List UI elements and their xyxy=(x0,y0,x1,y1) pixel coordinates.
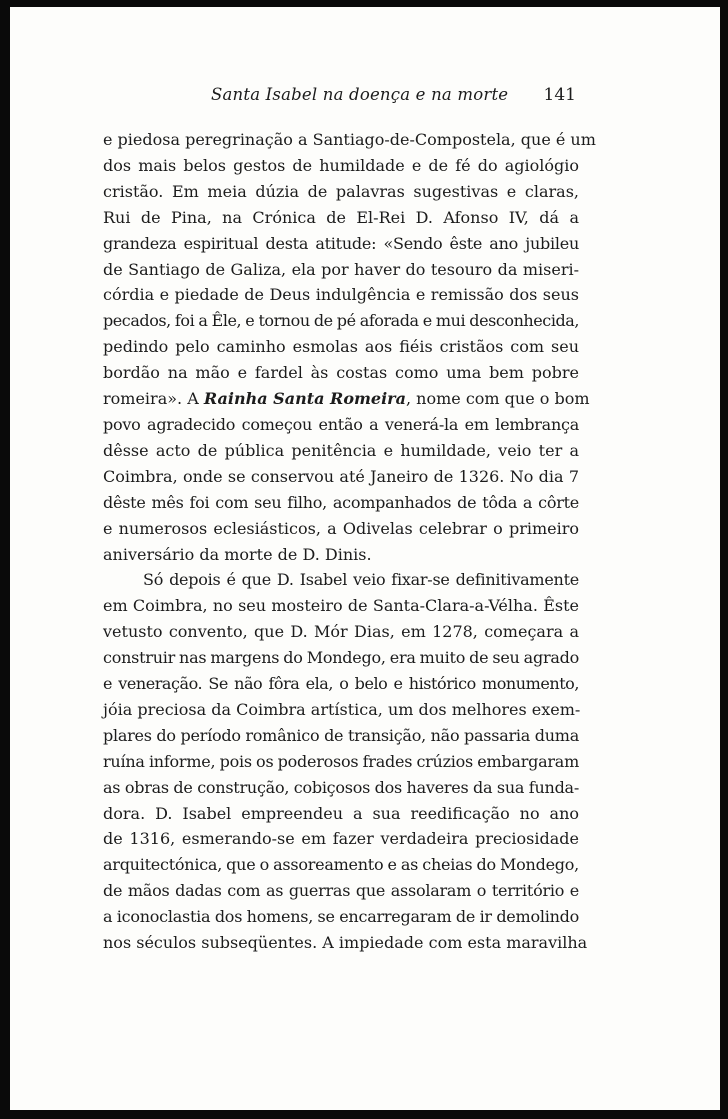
text-line: bordão na mão e fardel às costas como uma bem pobre xyxy=(103,363,579,383)
text-line: e numerosos eclesiásticos, a Odivelas celebrar o primeiro xyxy=(103,518,579,538)
text-line: de mãos dadas com as guerras que assolaram o território e xyxy=(103,881,579,901)
text-line: ruína informe, pois os poderosos frades crúzios embargaram xyxy=(103,751,579,771)
text-run: romeira». A xyxy=(103,389,204,409)
text-line: em Coimbra, no seu mosteiro de Santa-Clara-a-Vélha. Êste xyxy=(103,596,579,616)
paragraph-1 xyxy=(103,127,596,567)
text-line: de 1316, esmerando-se em fazer verdadeira preciosidade xyxy=(103,829,579,849)
text-line: povo agradecido começou então a venerá-la em lembrança xyxy=(103,414,579,434)
text-line: arquitectónica, que o assoreamento e as cheias do Mondego, xyxy=(103,855,579,875)
paragraph-2 xyxy=(103,567,588,956)
text-line: aniversário da morte de D. Dinis. xyxy=(103,544,372,564)
text-line: pedindo pelo caminho esmolas aos fiéis cristãos com seu xyxy=(103,337,579,357)
text-line: dêste mês foi com seu filho, acompanhados de tôda a côrte xyxy=(103,492,579,512)
body-text xyxy=(103,127,596,956)
text-line: a iconoclastia dos homens, se encarregaram de ir demolindo xyxy=(103,907,579,927)
text-line: dora. D. Isabel empreendeu a sua reedificação no ano xyxy=(103,803,579,823)
text-run: , nome com que o bom xyxy=(405,389,590,409)
emphasized-title: Rainha Santa Romeira xyxy=(203,389,406,409)
text-line: jóia preciosa da Coimbra artística, um dos melhores exem- xyxy=(103,699,581,719)
text-line: as obras de construção, cobiçosos dos haveres da sua funda- xyxy=(103,777,579,797)
text-line: vetusto convento, que D. Mór Dias, em 1278, começara a xyxy=(103,622,579,642)
text-line: de Santiago de Galiza, ela por haver do tesouro da miseri- xyxy=(103,259,579,279)
text-line: dos mais belos gestos de humildade e de fé do agiológio xyxy=(103,155,579,175)
book-page xyxy=(103,81,596,956)
text-line: cristão. Em meia dúzia de palavras sugestivas e claras, xyxy=(103,181,579,201)
running-title: Santa Isabel na doença e na morte xyxy=(211,85,509,104)
text-line: grandeza espiritual desta atitude: «Sendo êste ano jubileu xyxy=(103,233,579,253)
text-line: córdia e piedade de Deus indulgência e remissão dos seus xyxy=(103,285,579,305)
running-header xyxy=(103,81,579,115)
text-line: Rui de Pina, na Crónica de El-Rei D. Afonso IV, dá a xyxy=(103,207,579,227)
text-line xyxy=(103,386,590,412)
text-line: plares do período românico de transição, não passaria duma xyxy=(103,725,579,745)
text-line: dêsse acto de pública penitência e humildade, veio ter a xyxy=(103,440,579,460)
text-line: pecados, foi a Êle, e tornou de pé aforada e mui desconhecida, xyxy=(103,311,579,331)
text-line: Coimbra, onde se conservou até Janeiro de 1326. No dia 7 xyxy=(103,466,579,486)
text-line: e piedosa peregrinação a Santiago-de-Compostela, que é um xyxy=(103,130,596,149)
text-line: nos séculos subseqüentes. A impiedade com esta maravilha xyxy=(103,933,588,953)
text-line: e veneração. Se não fôra ela, o belo e histórico monumento, xyxy=(103,674,579,694)
page-number: 141 xyxy=(543,85,576,105)
text-line: Só depois é que D. Isabel veio fixar-se definitivamente xyxy=(143,570,579,590)
text-line: construir nas margens do Mondego, era muito de seu agrado xyxy=(103,648,579,668)
